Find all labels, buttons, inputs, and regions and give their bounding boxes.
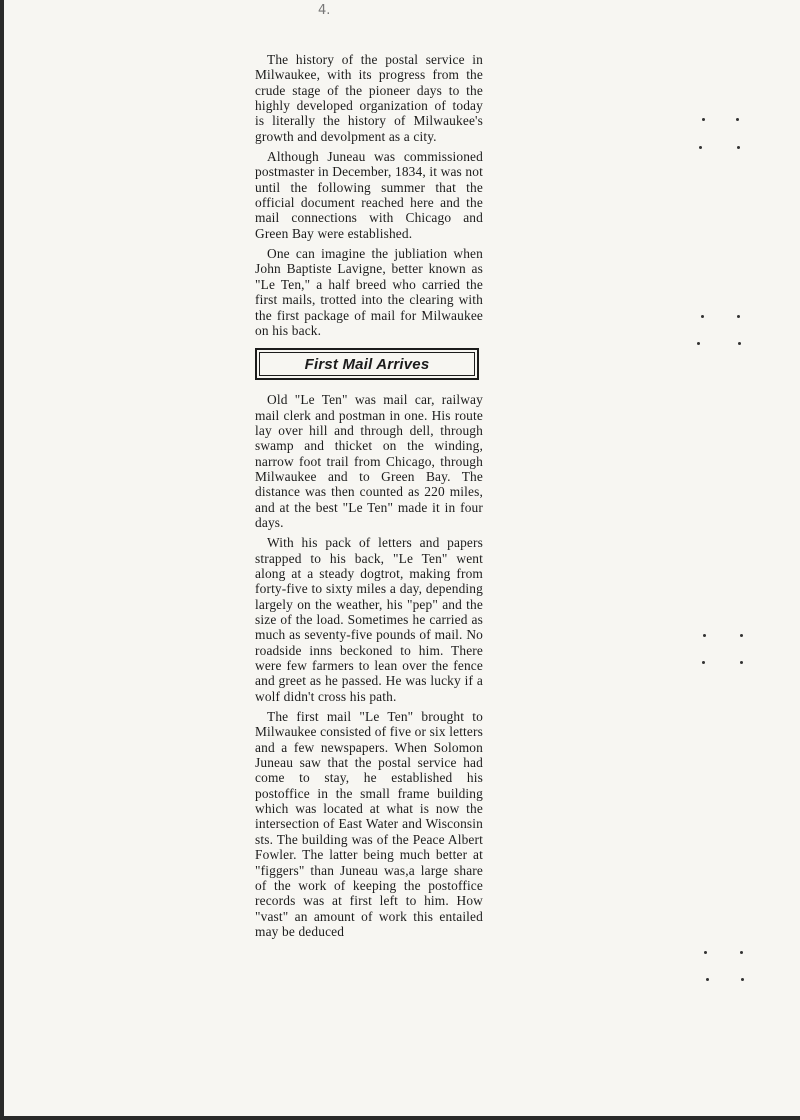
margin-dot (697, 342, 700, 345)
subheading-inner-frame (259, 352, 475, 376)
margin-dot (740, 634, 743, 637)
paragraph-postal-history: The history of the postal service in Milwaukee, with its progress from the crude stage of the pioneer days to the highly developed organization of today is literally the history of Milwaukee's growth and devolpment as a city. (255, 52, 483, 144)
scan-edge-bottom (0, 1116, 800, 1120)
subheading-first-mail-arrives: First Mail Arrives (304, 355, 430, 373)
margin-dot (704, 951, 707, 954)
margin-dot (702, 118, 705, 121)
margin-dot (703, 634, 706, 637)
page-mark: 4. (318, 3, 331, 18)
paragraph-first-postoffice: The first mail "Le Ten" brought to Milwaukee consisted of five or six letters and a few newspapers. When Solomon Juneau saw that the postal service had come to stay, he established his postoffice in the small frame building which was located at what is now the intersection of East Water and Wisconsin sts. The building was of the Peace Albert Fowler. The latter being much better at "figgers" than Juneau was,a large share of the work of keeping the postoffice records was at first left to him. How "vast" an amount of work this entailed may be deduced (255, 709, 483, 939)
margin-dot (741, 978, 744, 981)
margin-dot (736, 118, 739, 121)
margin-dot (706, 978, 709, 981)
margin-dot (740, 951, 743, 954)
paragraph-le-ten-arrival: One can imagine the jubliation when John Baptiste Lavigne, better known as "Le Ten," a half breed who carried the first mails, trotted into the clearing with the first package of mail for Milwaukee on his back. (255, 246, 483, 338)
paragraph-le-ten-route: Old "Le Ten" was mail car, railway mail clerk and postman in one. His route lay over hill and through dell, through swamp and thicket on the winding, narrow foot trail from Chicago, through Milwaukee and to Green Bay. The distance was then counted as 220 miles, and at the best "Le Ten" made it in four days. (255, 392, 483, 530)
margin-dot (702, 661, 705, 664)
subheading-box (255, 348, 479, 380)
margin-dot (738, 342, 741, 345)
margin-dot (740, 661, 743, 664)
paragraph-le-ten-journey: With his pack of letters and papers strapped to his back, "Le Ten" went along at a steady dogtrot, making from forty-five to sixty miles a day, depending largely on the weather, his "pep" and the size of the load. Sometimes he carried as much as seventy-five pounds of mail. No roadside inns beckoned to him. There were few farmers to lean over the fence and greet as he passed. He was lucky if a wolf didn't cross his path. (255, 535, 483, 704)
margin-dot (737, 315, 740, 318)
scan-edge-left (0, 0, 4, 1120)
margin-dot (701, 315, 704, 318)
paragraph-juneau-commission: Although Juneau was commissioned postmaster in December, 1834, it was not until the following summer that the official document reached here and the mail connections with Chicago and Green Bay were established. (255, 149, 483, 241)
margin-dot (737, 146, 740, 149)
article-column (255, 52, 483, 939)
margin-dot (699, 146, 702, 149)
